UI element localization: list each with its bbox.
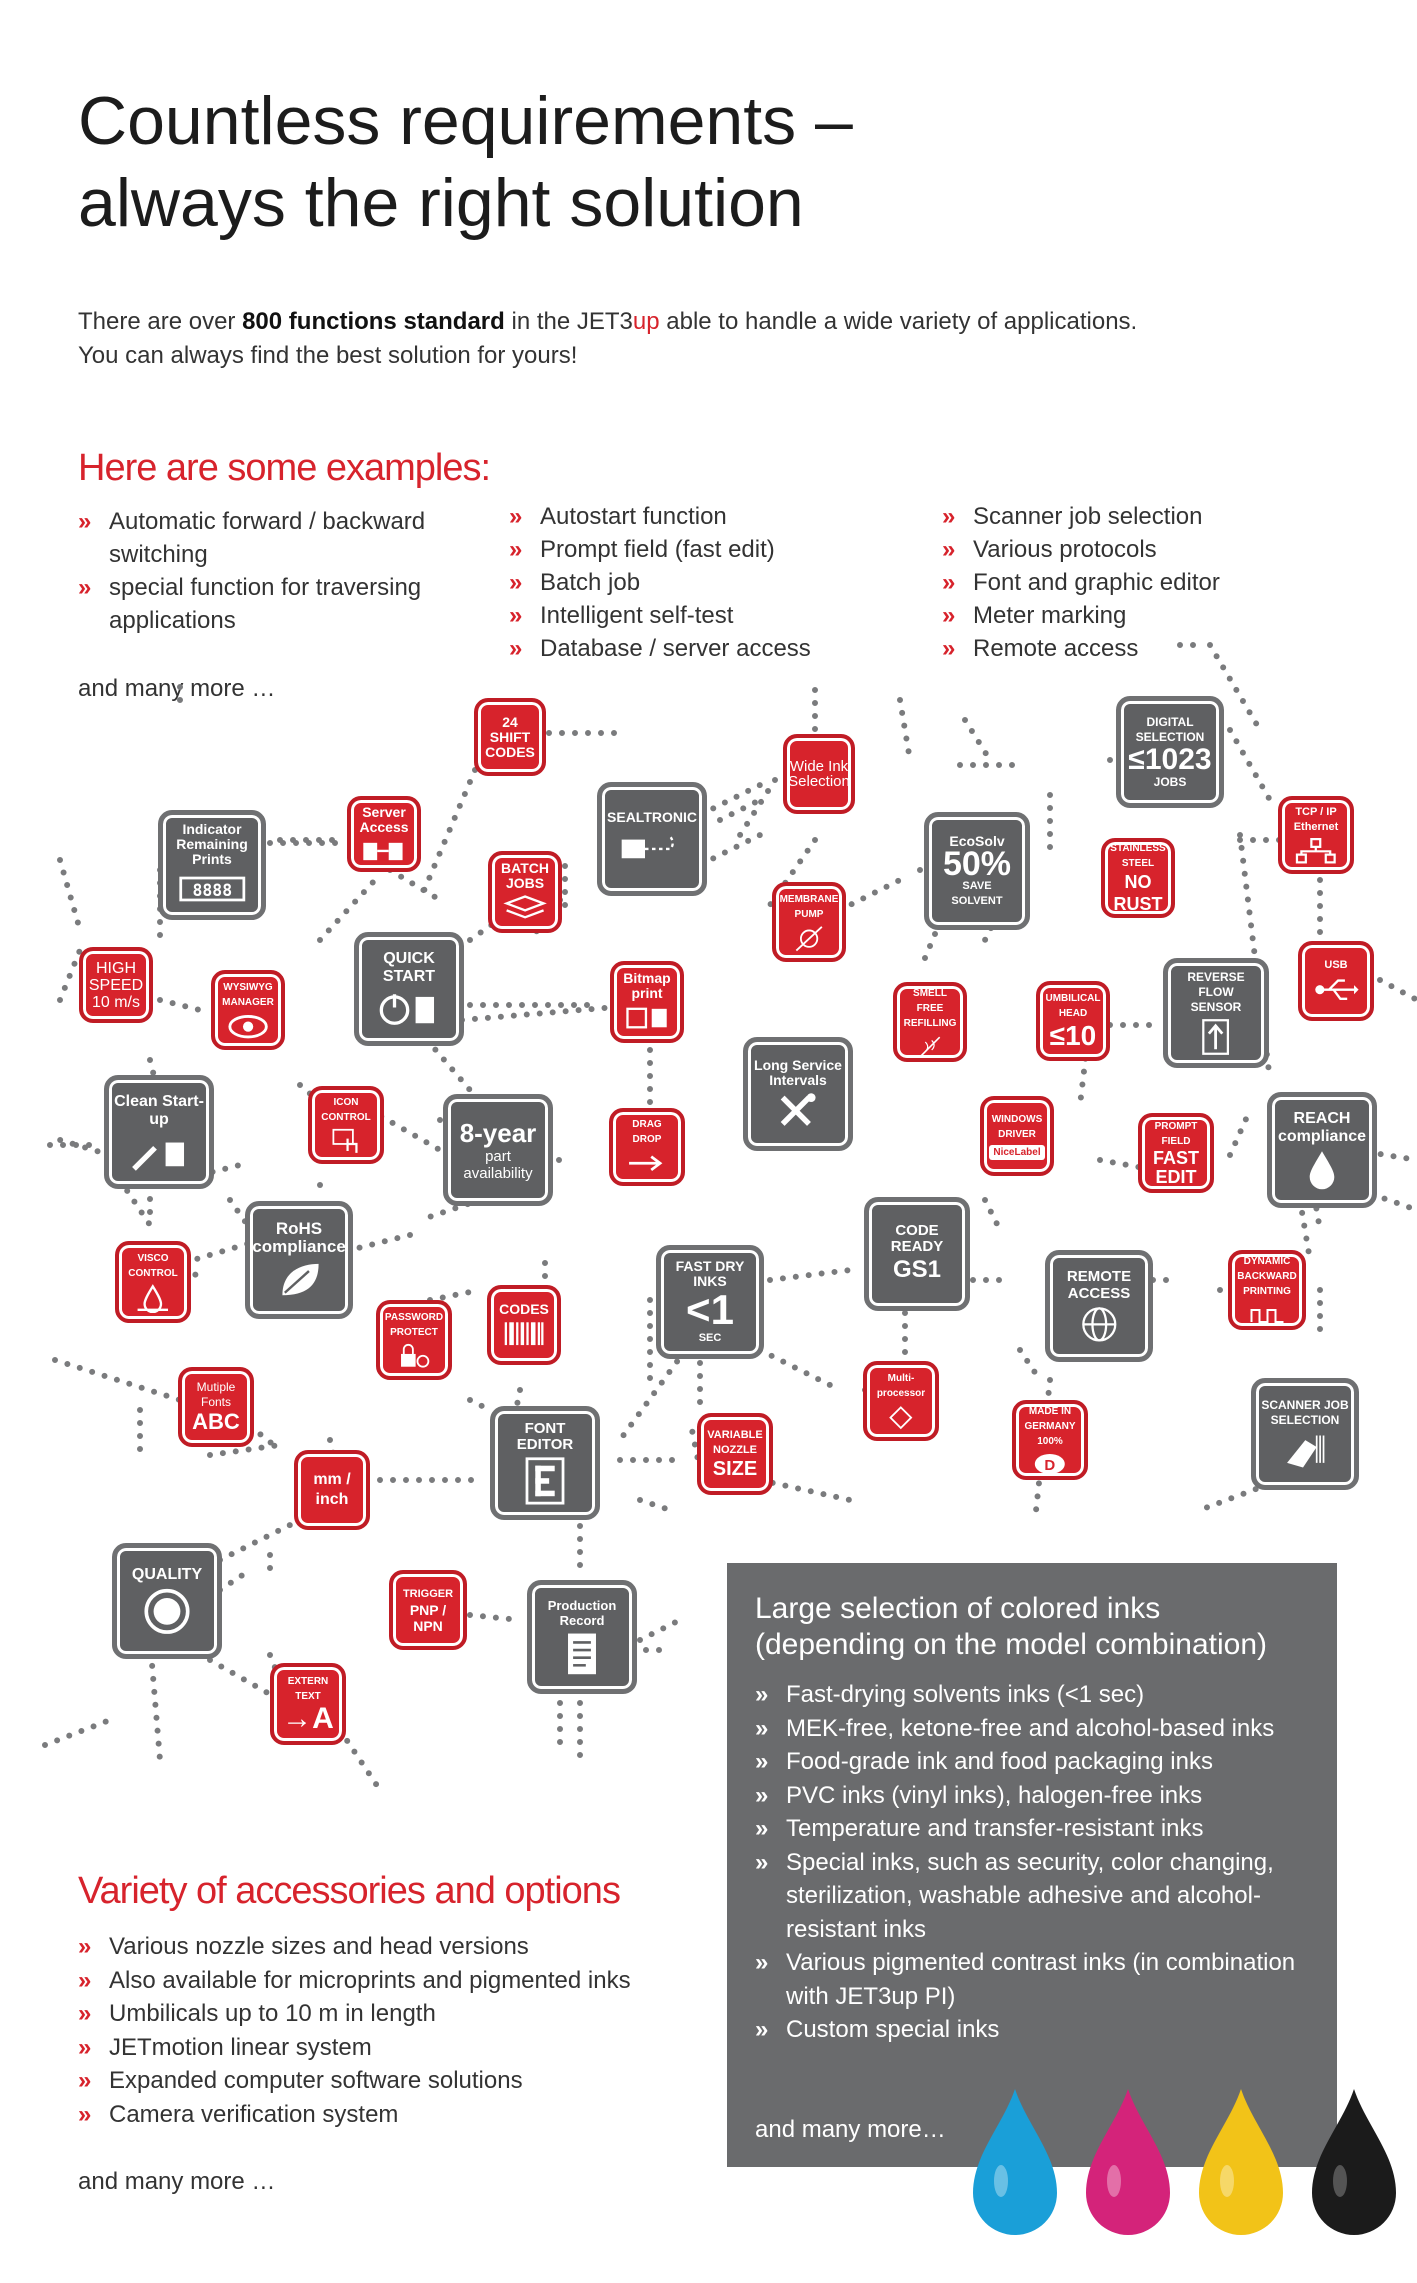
badge-label: Production Record — [547, 1597, 617, 1628]
bullet-marker: » — [755, 1815, 769, 1842]
badge-label: WINDOWS DRIVER — [991, 1114, 1043, 1140]
badge-label: MADE IN GERMANY 100% — [1024, 1406, 1076, 1447]
bitmap-print-badge — [610, 961, 684, 1043]
badge-value: NO RUST — [1113, 872, 1163, 914]
drag-drop-badge — [609, 1108, 685, 1186]
list-item — [755, 1779, 1325, 1813]
image-print-icon — [624, 1004, 670, 1032]
badge-label: REVERSE FLOW SENSOR — [1187, 970, 1245, 1014]
list-item — [78, 2098, 728, 2132]
badge-value: ABC — [192, 1409, 240, 1434]
list-item — [755, 2013, 1325, 2047]
badge-label: DIGITAL SELECTION — [1135, 714, 1205, 744]
icon-control-badge — [308, 1086, 384, 1164]
list-item-text: Umbilicals up to 10 m in length — [109, 2000, 436, 2027]
list-item-text: MEK-free, ketone-free and alcohol-based inks — [786, 1714, 1275, 1742]
badge-label: USB — [1324, 959, 1348, 972]
intro-brand-suffix: up — [632, 308, 660, 335]
badge-label: QUICK START — [382, 949, 436, 985]
list-item-text: Food-grade ink and food packaging inks — [786, 1748, 1213, 1775]
list-item — [78, 1997, 728, 2031]
stainless-steel-badge — [1101, 838, 1175, 918]
badge-label: WYSIWYG MANAGER — [222, 981, 274, 1008]
inks-list — [755, 1678, 1325, 2047]
badge-value: ≤1023 — [1128, 742, 1212, 776]
badge-label: HIGH SPEED 10 m/s — [88, 959, 144, 1011]
viscosity-icon — [129, 1284, 177, 1312]
badge-label: 24 SHIFT CODES — [485, 713, 535, 760]
remote-access-badge — [1045, 1250, 1153, 1362]
digital-selection-badge — [1116, 696, 1224, 808]
badge-label: CODE READY — [890, 1222, 944, 1255]
list-item-text: Automatic forward / backward switching — [109, 508, 426, 568]
code-ready-badge — [864, 1197, 970, 1311]
windows-driver-badge — [980, 1096, 1054, 1176]
list-item — [78, 1964, 728, 1998]
barcode-icon — [501, 1320, 547, 1347]
badge-value: <1 — [686, 1285, 734, 1333]
badge-label: EXTERN TEXT — [287, 1676, 329, 1702]
power-icon — [374, 989, 444, 1029]
badge-label: ICON CONTROL — [321, 1097, 371, 1124]
part-availability-badge — [443, 1094, 553, 1206]
bullet-marker: » — [78, 2033, 92, 2061]
magenta-ink-drop-icon — [1078, 2085, 1178, 2283]
cartridge-icon — [617, 828, 687, 868]
bullet-marker: » — [78, 2067, 92, 2094]
badge-label: SEALTRONIC — [607, 809, 697, 826]
svg-text:8888: 8888 — [192, 880, 232, 900]
list-item-text: Remote access — [973, 635, 1139, 662]
list-item-text: Special inks, such as security, color changing, sterilization, washable adhesive and alcohol-resistant inks — [786, 1848, 1274, 1943]
black-ink-drop-icon — [1304, 2085, 1404, 2283]
list-item-text: Temperature and transfer-resistant inks — [786, 1815, 1204, 1842]
bullet-marker: » — [509, 569, 523, 596]
badge-label: PROMPT FIELD — [1154, 1121, 1198, 1147]
badge-label: CODES — [499, 1301, 549, 1318]
list-item-text: Font and graphic editor — [973, 569, 1220, 596]
badge-value: FAST EDIT — [1152, 1148, 1199, 1187]
bullet-marker: » — [509, 503, 523, 530]
spray-icon — [124, 1132, 194, 1172]
title-line-1: Countless requirements – — [78, 83, 853, 159]
password-protect-badge — [376, 1300, 452, 1380]
svg-text:D: D — [1044, 1457, 1056, 1474]
badge-label: TCP / IP Ethernet — [1293, 806, 1339, 834]
badge-label: part availability — [463, 1148, 533, 1182]
quality-seal-icon — [132, 1587, 202, 1636]
list-item-text: special function for traversing applications — [109, 574, 422, 634]
bullet-marker: » — [755, 1681, 769, 1708]
badge-label: Indicator Remaining Prints — [176, 821, 248, 867]
pump-icon — [786, 925, 832, 952]
intro-line-2: You can always find the best solution for yours! — [78, 342, 578, 369]
smell-free-badge — [893, 982, 967, 1062]
multiple-fonts-badge — [178, 1367, 254, 1447]
tools-icon — [763, 1091, 833, 1131]
badge-label: FONT EDITOR — [516, 1419, 574, 1453]
wide-ink-badge — [783, 734, 855, 814]
bullet-marker: » — [942, 536, 956, 563]
bullet-marker: » — [78, 1933, 92, 1960]
intro-text: There are over — [78, 308, 243, 335]
badge-value: GS1 — [892, 1256, 942, 1283]
bullet-marker: » — [755, 2016, 769, 2043]
yellow-ink-drop-icon — [1191, 2085, 1291, 2283]
leaf-icon — [265, 1259, 334, 1300]
inks-heading-line-1: Large selection of colored inks — [755, 1592, 1161, 1625]
font-grid-icon — [510, 1456, 580, 1506]
high-speed-badge — [79, 947, 153, 1023]
scanner-job-selection-badge — [1251, 1378, 1359, 1490]
examples-heading: Here are some examples: — [78, 447, 491, 489]
chip-icon — [877, 1404, 925, 1431]
network-icon — [1292, 838, 1340, 865]
examples-more: and many more … — [78, 675, 276, 702]
badge-label: DYNAMIC BACKWARD PRINTING — [1237, 1256, 1297, 1297]
bullet-marker: » — [755, 1781, 769, 1809]
list-item — [78, 2064, 728, 2098]
inks-heading — [755, 1591, 1267, 1663]
badge-value: 50% — [942, 844, 1012, 883]
list-item-text: Expanded computer software solutions — [109, 2067, 523, 2094]
badge-label: Wide Ink Selection — [788, 758, 850, 790]
badge-label: FAST DRY INKS — [675, 1257, 745, 1289]
fast-dry-inks-badge — [656, 1245, 764, 1359]
badge-label: BATCH JOBS — [501, 860, 549, 892]
badge-label: SMELL FREE REFILLING — [903, 988, 957, 1029]
trigger-badge — [389, 1570, 467, 1650]
quick-start-badge — [354, 932, 464, 1046]
made-in-germany-badge — [1012, 1400, 1088, 1480]
dynamic-backward-printing-badge — [1228, 1250, 1306, 1330]
bullet-marker: » — [942, 569, 956, 596]
badge-label: TRIGGER — [402, 1587, 454, 1600]
bullet-marker: » — [942, 503, 956, 530]
list-item — [755, 1846, 1325, 1947]
list-item-text: Meter marking — [973, 602, 1127, 629]
badge-label: Server Access — [359, 803, 409, 835]
bullet-marker: » — [509, 536, 523, 563]
bullet-marker: » — [509, 602, 523, 629]
list-item-text: Prompt field (fast edit) — [540, 536, 775, 563]
stack-icon — [502, 894, 548, 922]
list-item — [78, 1930, 728, 1964]
codes-badge — [487, 1285, 561, 1365]
shift-codes-badge — [474, 698, 546, 776]
mm-inch-badge — [294, 1450, 370, 1530]
wysiwyg-badge — [211, 970, 285, 1050]
intro-text: able to handle a wide variety of applications. — [659, 308, 1138, 335]
extern-text-badge — [270, 1663, 346, 1745]
badge-label: Long Service Intervals — [754, 1056, 842, 1088]
variable-nozzle-badge — [697, 1413, 773, 1495]
flow-arrow-icon — [1182, 1018, 1249, 1056]
list-item-text: Autostart function — [540, 503, 727, 530]
sealtronic-badge — [597, 782, 707, 896]
badge-value: →A — [282, 1702, 334, 1735]
badge-label: REACH compliance — [1277, 1110, 1367, 1146]
bullet-marker: » — [78, 2100, 92, 2128]
umbilical-badge — [1036, 981, 1110, 1061]
visco-control-badge — [115, 1241, 191, 1323]
bullet-marker: » — [755, 1848, 769, 1876]
badge-label: UMBILICAL HEAD — [1045, 993, 1101, 1019]
indicator-remaining-prints-badge — [158, 810, 266, 920]
list-item-text: Batch job — [540, 569, 641, 596]
list-item — [78, 2031, 728, 2065]
badge-label: STAINLESS STEEL — [1110, 843, 1166, 869]
badge-label: REMOTE ACCESS — [1066, 1268, 1132, 1303]
drag-drop-icon — [623, 1150, 671, 1177]
reverse-flow-sensor-badge — [1163, 958, 1269, 1068]
ecosolv-badge — [924, 812, 1030, 930]
badge-value: PNP / NPN — [409, 1601, 447, 1634]
title-line-2: always the right solution — [78, 165, 804, 241]
badge-label: VARIABLE NOZZLE — [707, 1429, 763, 1456]
list-item-text: Custom special inks — [786, 2016, 1000, 2043]
badge-value: NiceLabel — [989, 1145, 1044, 1160]
list-item-text: Camera verification system — [109, 2100, 399, 2128]
badge-value: ≤10 — [1049, 1020, 1097, 1051]
list-item-text: Database / server access — [540, 635, 811, 662]
badge-label: EcoSolv — [949, 832, 1005, 849]
badge-label: Multi-processor — [876, 1372, 926, 1399]
tcp-ip-badge — [1278, 796, 1354, 874]
usb-icon — [1312, 976, 1360, 1003]
list-item — [755, 1712, 1325, 1746]
badge-label: VISCO CONTROL — [128, 1253, 178, 1280]
badge-label: mm / inch — [313, 1471, 351, 1508]
list-item-text: Various nozzle sizes and head versions — [109, 1933, 529, 1960]
badge-label: QUALITY — [131, 1566, 203, 1584]
badge-label: Bitmap print — [623, 970, 671, 1002]
bullet-marker: » — [78, 1966, 92, 1994]
globe-icon — [1065, 1305, 1134, 1344]
inks-more: and many more… — [755, 2116, 946, 2143]
print-direction-icon — [1243, 1302, 1292, 1326]
prompt-field-badge — [1138, 1113, 1214, 1193]
membrane-pump-badge — [772, 882, 846, 962]
list-item-text: Various pigmented contrast inks (in combination with JET3up PI) — [786, 1949, 1296, 2010]
clean-startup-badge — [104, 1075, 214, 1189]
server-access-badge — [347, 796, 421, 872]
bullet-marker: » — [755, 1748, 769, 1775]
list-item-text: Scanner job selection — [973, 503, 1203, 530]
inks-heading-line-2: (depending on the model combination) — [755, 1628, 1268, 1661]
server-icon — [361, 838, 407, 864]
bullet-marker: » — [78, 574, 92, 601]
eye-icon — [225, 1013, 271, 1040]
badge-unit: SEC — [698, 1331, 722, 1344]
badge-value: 8-year — [459, 1118, 537, 1148]
list-item-text: PVC inks (vinyl inks), halogen-free inks — [786, 1781, 1203, 1809]
list-item — [755, 1946, 1325, 2013]
list-item-text: Fast-drying solvents inks (<1 sec) — [786, 1681, 1145, 1708]
list-item-text: Also available for microprints and pigmented inks — [109, 1966, 631, 1994]
reach-compliance-badge — [1267, 1092, 1377, 1208]
list-item-text: JETmotion linear system — [109, 2033, 372, 2061]
list-item — [755, 1745, 1325, 1779]
usb-badge — [1298, 941, 1374, 1021]
lock-icon — [390, 1343, 438, 1370]
bullet-marker: » — [942, 635, 956, 662]
badge-label: DRAG DROP — [632, 1119, 662, 1146]
badge-sub: SAVE — [962, 879, 992, 892]
bullet-marker: » — [78, 508, 92, 535]
document-icon — [547, 1631, 617, 1677]
accessories-more: and many more … — [78, 2168, 276, 2195]
intro-emphasis: 800 functions standard — [242, 308, 505, 335]
rohs-compliance-badge — [245, 1201, 353, 1319]
no-smell-icon — [907, 1034, 953, 1058]
badge-label: Clean Start-up — [114, 1092, 204, 1128]
germany-icon — [1026, 1452, 1074, 1476]
list-item — [755, 1678, 1325, 1712]
badge-label: Mutiple Fonts — [196, 1380, 236, 1409]
batch-jobs-badge — [488, 851, 562, 933]
font-editor-badge — [490, 1406, 600, 1520]
bullet-marker: » — [509, 635, 523, 662]
production-record-badge — [527, 1580, 637, 1694]
long-service-intervals-badge — [743, 1037, 853, 1151]
list-item — [755, 1812, 1325, 1846]
bullet-marker: » — [755, 1714, 769, 1742]
inks-panel — [727, 1563, 1337, 2167]
list-item-text: Intelligent self-test — [540, 602, 734, 629]
badge-label: SCANNER JOB SELECTION — [1261, 1398, 1349, 1428]
badge-sub: SOLVENT — [951, 894, 1003, 907]
cyan-ink-drop-icon — [965, 2085, 1065, 2283]
badge-label: MEMBRANE PUMP — [779, 893, 839, 920]
touch-icon — [322, 1128, 370, 1155]
bullet-marker: » — [942, 602, 956, 629]
bullet-marker: » — [755, 1949, 769, 1976]
multi-processor-badge — [863, 1361, 939, 1441]
accessories-heading: Variety of accessories and options — [78, 1870, 620, 1912]
intro-text: in the JET3 — [504, 308, 633, 335]
accessories-list — [78, 1930, 728, 2131]
drop-icon — [1287, 1149, 1357, 1189]
counter-icon — [178, 870, 247, 908]
bullet-marker: » — [78, 2000, 92, 2027]
badge-value: SIZE — [712, 1458, 758, 1480]
badge-label: RoHS compliance — [252, 1218, 346, 1256]
badge-label: PASSWORD PROTECT — [384, 1311, 444, 1338]
quality-badge — [112, 1543, 222, 1659]
list-item-text: Various protocols — [973, 536, 1157, 563]
badge-unit: JOBS — [1153, 774, 1187, 789]
scanner-icon — [1271, 1431, 1340, 1470]
